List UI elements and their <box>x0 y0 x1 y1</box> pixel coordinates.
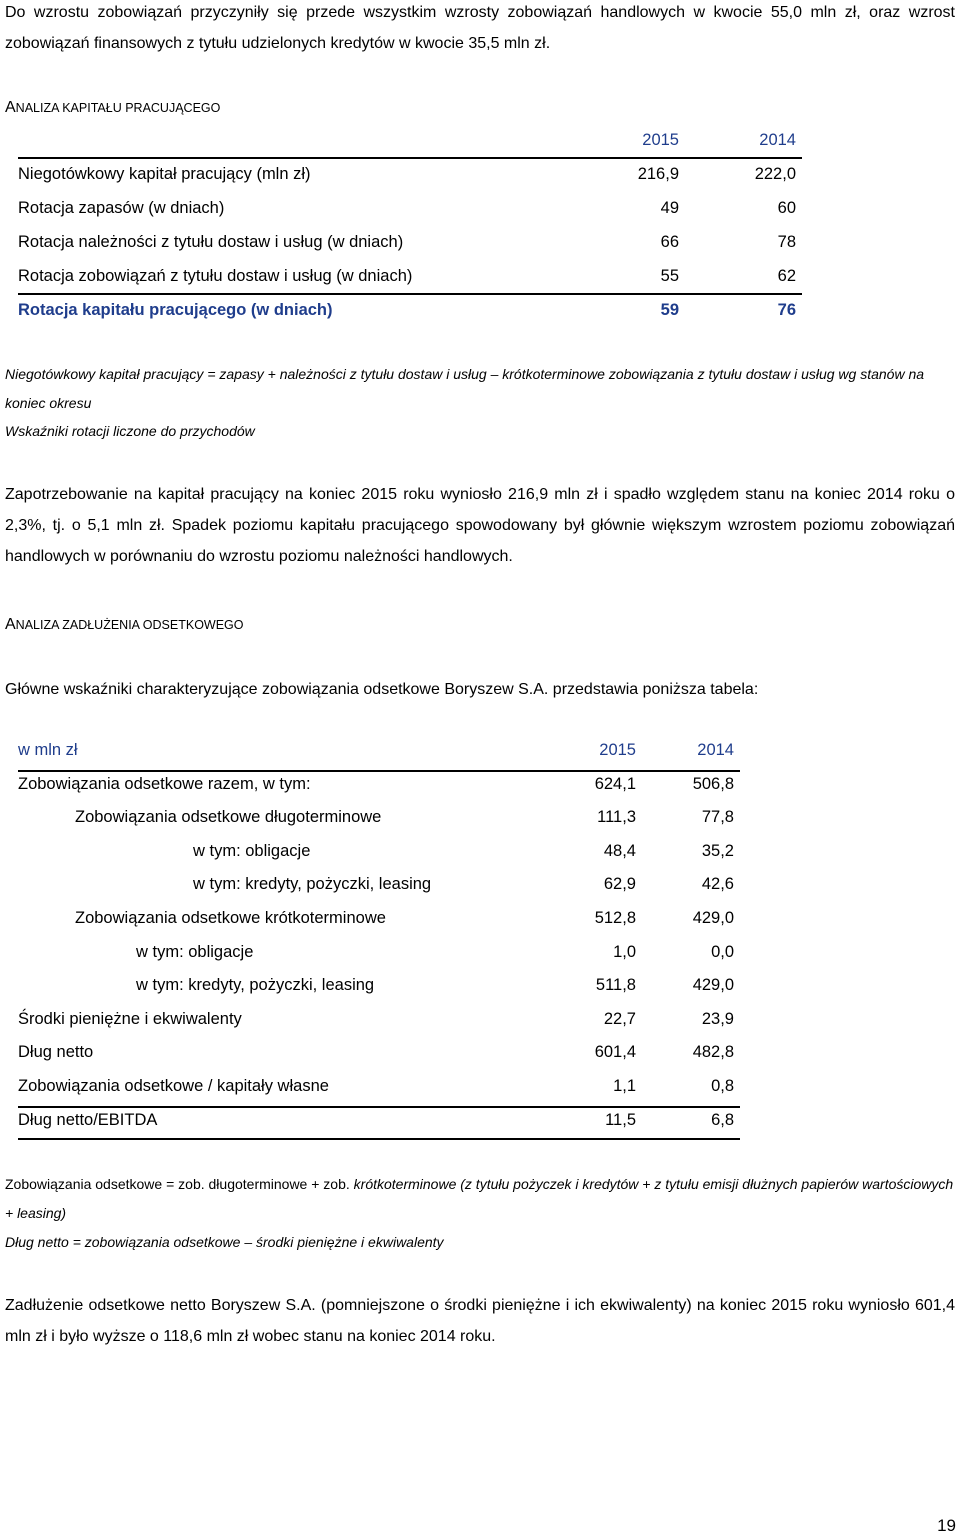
value-2014: 506,8 <box>692 774 734 793</box>
value-2014: 482,8 <box>692 1043 734 1062</box>
row-label: Środki pieniężne i ekwiwalenty <box>18 1009 242 1028</box>
analysis-paragraph: Zadłużenie odsetkowe netto Boryszew S.A. (pomniejszone o środki pieniężne i ich ekwiwalenty) na koniec 2015 roku wyniosło 601,4 mln zł i było wyższe o 118,6 mln zł wobec stanu na koniec 2014 roku. <box>5 1297 955 1345</box>
value-2015: 49 <box>660 199 679 217</box>
value-2015: 55 <box>660 267 679 285</box>
value-2015: 22,7 <box>603 1009 636 1028</box>
table-row <box>18 1003 740 1037</box>
row-label: Rotacja należności z tytułu dostaw i usług (w dniach) <box>18 233 404 251</box>
table-header-row <box>18 734 740 768</box>
table-row <box>18 902 740 936</box>
column-header-2015: 2015 <box>599 741 636 759</box>
value-2014: 42,6 <box>701 875 734 894</box>
definition-note: Wskaźniki rotacji liczone do przychodów <box>5 423 255 439</box>
definition-note: Dług netto = zobowiązania odsetkowe – środki pieniężne i ekwiwalenty <box>5 1234 444 1250</box>
row-label: Niegotówkowy kapitał pracujący (mln zł) <box>18 165 311 183</box>
working-capital-table <box>18 123 802 327</box>
table-header-row <box>18 123 802 157</box>
table-row <box>18 969 740 1003</box>
row-label: Zobowiązania odsetkowe długoterminowe <box>75 808 382 827</box>
row-label: Zobowiązania odsetkowe / kapitały własne <box>18 1076 329 1095</box>
table-row <box>18 157 802 191</box>
table-row <box>18 259 802 293</box>
value-2015: 1,1 <box>613 1076 636 1095</box>
value-2015: 624,1 <box>594 774 636 793</box>
heading-initial: A <box>5 99 16 116</box>
value-2014: 35,2 <box>701 841 734 860</box>
intro-paragraph: Do wzrostu zobowiązań przyczyniły się przede wszystkim wzrosty zobowiązań handlowych w kwocie 55,0 mln zł, oraz wzrost zobowiązań finansowych z tytułu udzielonych kredytów w kwocie 35,5 mln zł. <box>5 4 955 52</box>
table-row <box>18 1070 740 1104</box>
value-2015: 511,8 <box>595 976 636 995</box>
value-2014: 429,0 <box>692 976 734 995</box>
table-row <box>18 1036 740 1070</box>
value-2014: 429,0 <box>692 908 734 927</box>
table-row <box>18 1104 740 1138</box>
column-header-2015: 2015 <box>642 131 679 149</box>
value-2015: 512,8 <box>594 908 636 927</box>
definition-note <box>5 1170 955 1228</box>
value-2014: 0,0 <box>711 942 734 961</box>
table-row <box>18 768 740 802</box>
value-2015: 111,3 <box>597 808 636 827</box>
unit-header: w mln zł <box>18 741 78 759</box>
table-divider <box>18 1138 740 1140</box>
analysis-paragraph: Zapotrzebowanie na kapitał pracujący na koniec 2015 roku wyniosło 216,9 mln zł i spadło względem stanu na koniec 2014 roku o 2,3%, tj. o 5,1 mln zł. Spadek poziomu kapitału pracującego spowodowany był głównie większym wzrostem poziomu zobowiązań handlowych w porównaniu do wzrostu poziomu należności handlowych. <box>5 486 955 565</box>
row-label: Rotacja zobowiązań z tytułu dostaw i usług (w dniach) <box>18 267 413 285</box>
value-2014: 60 <box>777 199 796 217</box>
row-label: Zobowiązania odsetkowe razem, w tym: <box>18 774 311 793</box>
row-label: Dług netto <box>18 1043 94 1062</box>
heading-rest: NALIZA KAPITAŁU PRACUJĄCEGO <box>15 101 221 115</box>
value-2014: 77,8 <box>701 808 734 827</box>
value-2015: 59 <box>660 301 679 319</box>
row-label: Zobowiązania odsetkowe krótkoterminowe <box>75 908 386 927</box>
value-2014: 6,8 <box>711 1110 734 1129</box>
value-2014: 62 <box>777 267 796 285</box>
value-2015: 62,9 <box>603 875 636 894</box>
row-label: Dług netto/EBITDA <box>18 1110 158 1129</box>
value-2014: 23,9 <box>701 1009 734 1028</box>
note-italic-part: krótkoterminowe (z tytułu pożyczek i kredytów + z tytułu emisji dłużnych papierów wartościowych + leasing) <box>5 1176 954 1221</box>
value-2015: 11,5 <box>605 1110 636 1129</box>
table-intro: Główne wskaźniki charakteryzujące zobowiązania odsetkowe Boryszew S.A. przedstawia poniższa tabela: <box>5 681 759 698</box>
heading-rest: NALIZA ZADŁUŻENIA ODSETKOWEGO <box>15 618 244 632</box>
row-label: w tym: kredyty, pożyczki, leasing <box>136 976 375 995</box>
value-2015: 216,9 <box>637 165 679 183</box>
interest-debt-table <box>18 734 740 1137</box>
value-2015: 601,4 <box>594 1043 636 1062</box>
definition-note: Niegotówkowy kapitał pracujący = zapasy + należności z tytułu dostaw i usług – krótkoterminowe zobowiązania z tytułu dostaw i usług wg stanów na koniec okresu <box>5 366 925 411</box>
row-label: Rotacja kapitału pracującego (w dniach) <box>18 301 333 319</box>
heading-initial: A <box>5 616 16 633</box>
table-row <box>18 835 740 869</box>
row-label: Rotacja zapasów (w dniach) <box>18 199 225 217</box>
column-header-2014: 2014 <box>759 131 796 149</box>
table-row <box>18 225 802 259</box>
section-heading-working-capital <box>5 98 220 118</box>
value-2015: 1,0 <box>613 942 636 961</box>
page-number: 19 <box>937 1516 956 1535</box>
value-2015: 48,4 <box>603 841 636 860</box>
row-label: w tym: obligacje <box>193 841 311 860</box>
column-header-2014: 2014 <box>697 741 734 759</box>
row-label: w tym: obligacje <box>136 942 254 961</box>
value-2015: 66 <box>660 233 679 251</box>
value-2014: 78 <box>777 233 796 251</box>
value-2014: 0,8 <box>711 1076 734 1095</box>
note-upright-part: Zobowiązania odsetkowe = zob. długoterminowe + zob. <box>5 1176 354 1192</box>
section-heading-interest-debt <box>5 615 244 635</box>
value-2014: 76 <box>777 301 796 319</box>
table-row <box>18 801 740 835</box>
table-row <box>18 868 740 902</box>
table-row <box>18 936 740 970</box>
value-2014: 222,0 <box>754 165 796 183</box>
table-row <box>18 191 802 225</box>
table-total-row <box>18 293 802 327</box>
row-label: w tym: kredyty, pożyczki, leasing <box>193 875 432 894</box>
